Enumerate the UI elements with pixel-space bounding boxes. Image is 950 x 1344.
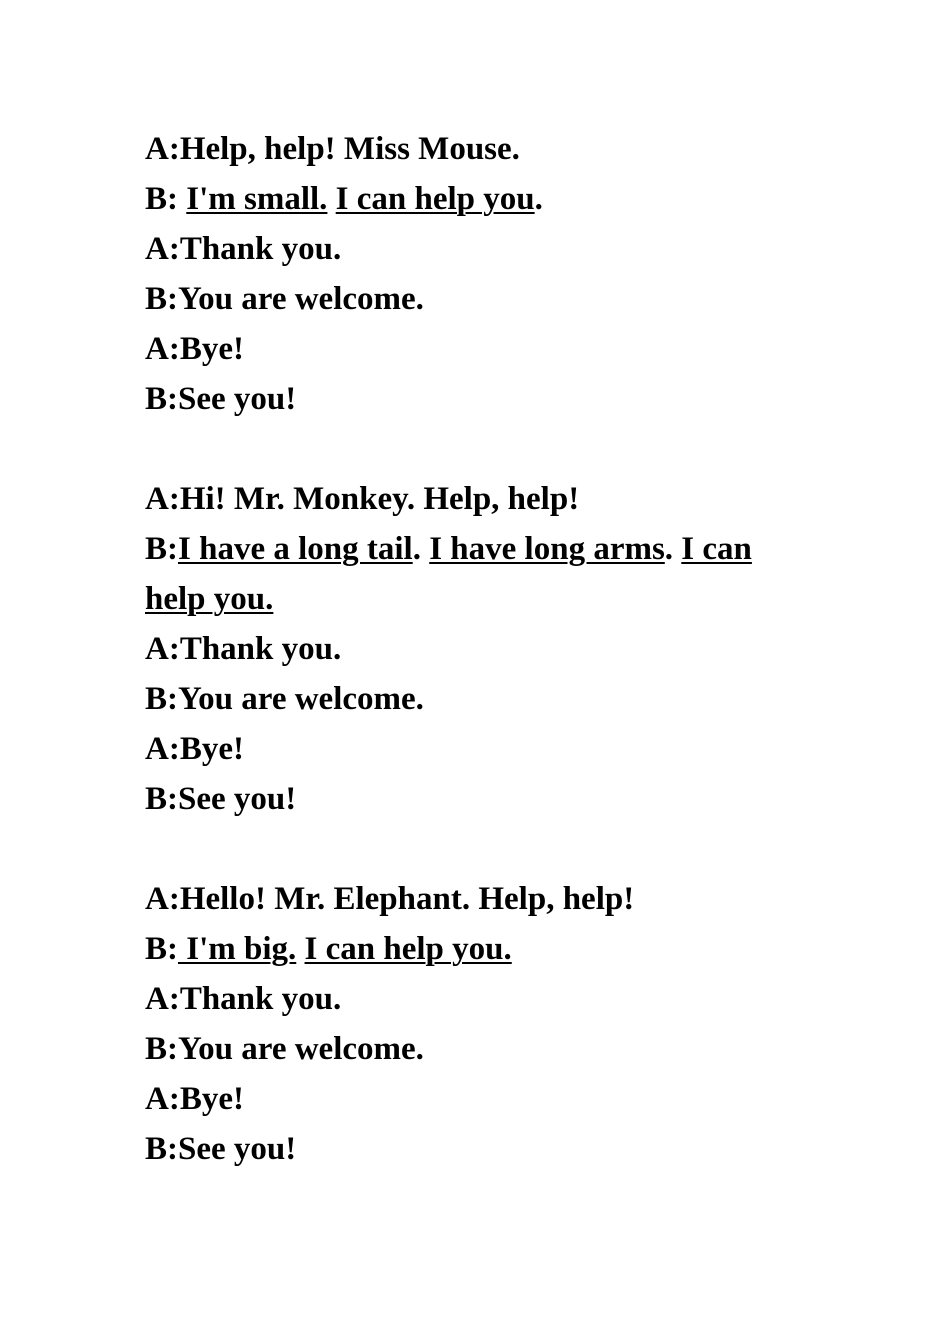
dialogue-line bbox=[145, 874, 810, 924]
dialogue-line bbox=[145, 124, 810, 174]
underlined-text: I'm small. bbox=[186, 181, 328, 217]
line-text: B:You are welcome. bbox=[145, 681, 424, 717]
dialogue-line bbox=[145, 274, 810, 324]
document-page bbox=[145, 124, 810, 1174]
line-text: A:Bye! bbox=[145, 331, 244, 367]
line-text: B:You are welcome. bbox=[145, 281, 424, 317]
line-text: B: bbox=[145, 181, 187, 217]
dialogue-line bbox=[145, 574, 810, 624]
dialogue-line bbox=[145, 474, 810, 524]
line-text: B:See you! bbox=[145, 381, 297, 417]
underlined-text: I can help you. bbox=[304, 931, 512, 967]
line-text: B:See you! bbox=[145, 1131, 297, 1167]
line-text: . bbox=[412, 531, 430, 567]
underlined-text: I have long arms bbox=[429, 531, 665, 567]
line-text: A:Help, help! Miss Mouse. bbox=[145, 131, 520, 167]
dialogue-line bbox=[145, 374, 810, 424]
line-text: A:Bye! bbox=[145, 731, 244, 767]
dialogue-2 bbox=[145, 474, 810, 824]
dialogue-line bbox=[145, 324, 810, 374]
dialogue-line bbox=[145, 724, 810, 774]
line-text: A:Thank you. bbox=[145, 981, 342, 1017]
dialogue-1 bbox=[145, 124, 810, 424]
dialogue-line bbox=[145, 1074, 810, 1124]
line-text bbox=[296, 931, 304, 967]
dialogue-line bbox=[145, 1124, 810, 1174]
underlined-text: I have a long tail bbox=[178, 531, 413, 567]
dialogue-line bbox=[145, 174, 810, 224]
underlined-text: I can bbox=[681, 531, 752, 567]
dialogue-line bbox=[145, 774, 810, 824]
line-text: . bbox=[664, 531, 682, 567]
dialogue-line bbox=[145, 1024, 810, 1074]
line-text: A:Thank you. bbox=[145, 231, 342, 267]
dialogue-line bbox=[145, 674, 810, 724]
dialogue-line bbox=[145, 924, 810, 974]
line-text: A:Hello! Mr. Elephant. Help, help! bbox=[145, 881, 635, 917]
dialogue-line bbox=[145, 224, 810, 274]
dialogue-line bbox=[145, 624, 810, 674]
line-text: B: bbox=[145, 931, 178, 967]
line-text: B:You are welcome. bbox=[145, 1031, 424, 1067]
dialogue-3 bbox=[145, 874, 810, 1174]
line-text: B:See you! bbox=[145, 781, 297, 817]
blank-line bbox=[145, 824, 810, 874]
dialogue-line bbox=[145, 524, 810, 574]
line-text: A:Thank you. bbox=[145, 631, 342, 667]
dialogue-line bbox=[145, 974, 810, 1024]
line-text: . bbox=[534, 181, 543, 217]
line-text: B: bbox=[145, 531, 178, 567]
blank-line bbox=[145, 424, 810, 474]
line-text bbox=[327, 181, 335, 217]
line-text: A:Hi! Mr. Monkey. Help, help! bbox=[145, 481, 580, 517]
underlined-text: I can help you bbox=[335, 181, 535, 217]
underlined-text: I'm big. bbox=[178, 931, 297, 967]
underlined-text: help you. bbox=[145, 581, 274, 617]
line-text: A:Bye! bbox=[145, 1081, 244, 1117]
